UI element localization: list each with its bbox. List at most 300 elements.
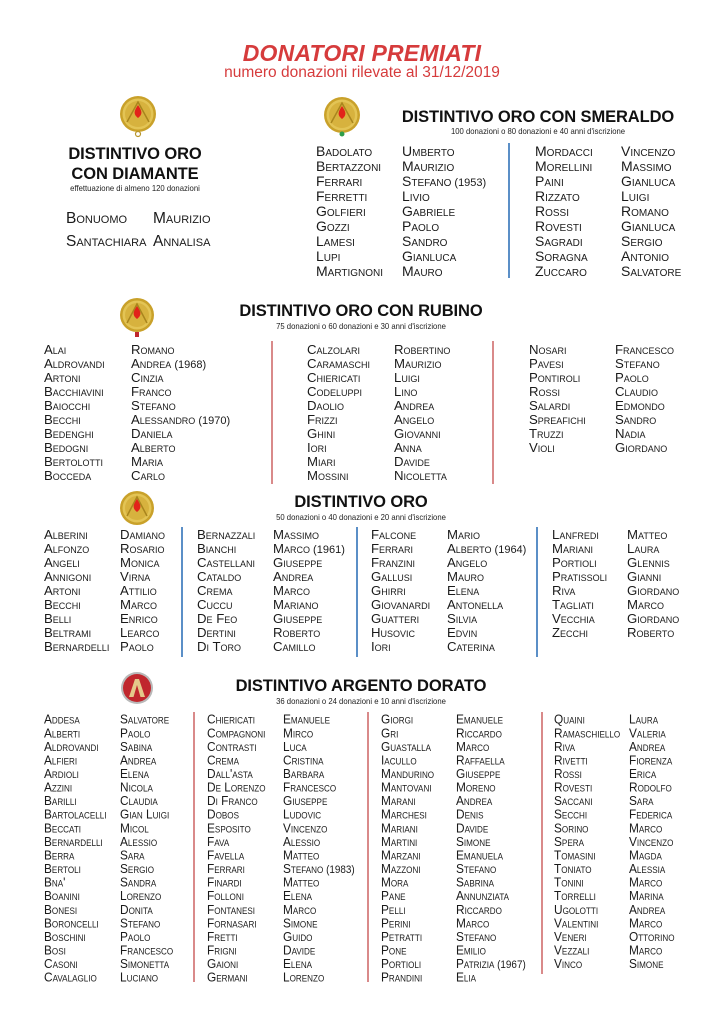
- rubino-surnames-col-2: [307, 343, 370, 483]
- surname: Petratti: [381, 929, 423, 944]
- surname: Frizzi: [307, 412, 338, 427]
- first-name: Maurizio: [402, 158, 455, 174]
- surname: Violi: [529, 440, 555, 455]
- first-name: Romano: [131, 342, 175, 357]
- surname: Bedogni: [44, 440, 89, 455]
- surname: Ferrari: [371, 541, 414, 556]
- surname: Mariani: [552, 541, 593, 556]
- first-name: Andrea: [394, 398, 435, 413]
- first-name: Sara: [629, 793, 654, 809]
- first-name: Valeria: [629, 725, 666, 741]
- first-name: Andrea (1968): [131, 356, 207, 371]
- surname: Portioli: [381, 956, 422, 972]
- section-subtitle-argento: 36 donazioni o 24 donazioni e 10 anni d'iscrizione: [276, 696, 446, 706]
- gold-badge-icon: [118, 490, 156, 526]
- first-name: Virna: [120, 569, 151, 584]
- oro-names-col-4: [627, 528, 679, 640]
- first-name: Ludovic: [283, 807, 322, 822]
- surname: Gaioni: [207, 956, 239, 972]
- surname: Crema: [197, 583, 233, 598]
- first-name: Giuseppe: [283, 793, 328, 809]
- first-name: Gianluca: [402, 248, 457, 264]
- first-name: Andrea: [120, 752, 157, 768]
- surname: Martignoni: [316, 263, 384, 279]
- section-title-oro: DISTINTIVO ORO: [294, 493, 428, 511]
- first-name: Marco: [629, 820, 663, 836]
- surname: Beccati: [44, 820, 82, 836]
- surname: Ghirri: [371, 583, 406, 598]
- surname: Aldrovandi: [44, 356, 105, 371]
- surname: Codeluppi: [307, 384, 363, 399]
- first-name: Caterina: [447, 639, 495, 654]
- first-name: Elena: [447, 583, 480, 598]
- first-name: Marco (1961): [273, 541, 345, 556]
- first-name: Emanuela: [456, 847, 504, 863]
- surname: Pelli: [381, 902, 406, 917]
- red-badge-a-icon: [120, 671, 154, 705]
- first-name: Marco: [629, 874, 663, 890]
- surname: Mazzoni: [381, 861, 421, 876]
- first-name: Erica: [629, 766, 657, 781]
- rubino-names-col-2: [394, 343, 450, 483]
- first-name: Roberto: [627, 625, 675, 640]
- year-annotation: (1961): [310, 544, 345, 556]
- surname: Bocceda: [44, 468, 92, 483]
- surname: Lupi: [316, 248, 341, 264]
- first-name: Salvatore: [120, 712, 170, 727]
- surname: Veneri: [554, 929, 587, 944]
- gold-badge-ruby-icon: [117, 296, 157, 340]
- first-name: Matteo: [283, 874, 320, 890]
- surname: Sagradi: [535, 233, 583, 249]
- surname: Fontanesi: [207, 902, 256, 917]
- first-name: Marina: [629, 888, 664, 904]
- surname: Bedenghi: [44, 426, 94, 441]
- first-name: Paolo: [120, 929, 151, 944]
- first-name: Livio: [402, 188, 430, 204]
- first-name: Stefano (1953): [402, 173, 487, 189]
- surname: Fava: [207, 834, 230, 849]
- section-subtitle-smeraldo: 100 donazioni o 80 donazioni e 40 anni d'iscrizione: [450, 126, 626, 136]
- surname: Franzini: [371, 555, 416, 570]
- surname: Cuccu: [197, 597, 233, 612]
- first-name: Laura: [627, 541, 660, 556]
- first-name: Vincenzo: [629, 834, 674, 849]
- argento-names-col-3: [456, 713, 526, 985]
- first-name: Daniela: [131, 426, 173, 441]
- year-annotation: (1953): [451, 177, 487, 189]
- first-name: Gian Luigi: [120, 807, 170, 822]
- surname: Belli: [44, 611, 72, 626]
- page-title: DONATORI PREMIATI: [242, 40, 482, 66]
- surname: Pratissoli: [552, 569, 608, 584]
- surname: Marani: [381, 793, 416, 809]
- first-name: Ottorino: [629, 929, 675, 944]
- first-name: Maria: [131, 454, 163, 469]
- surname: Compagnoni: [207, 725, 266, 741]
- surname: Mordacci: [535, 143, 593, 159]
- argento-surnames-col-3: [381, 713, 434, 985]
- first-name: Nadia: [615, 426, 646, 441]
- year-annotation: (1983): [323, 864, 355, 876]
- oro-surnames-col-3: [371, 528, 430, 654]
- gold-badge-emerald-icon: [322, 96, 364, 138]
- surname: Alfonzo: [44, 541, 90, 556]
- first-name: Gianluca: [621, 173, 676, 189]
- oro-names-col-1: [120, 528, 165, 654]
- first-name: Edmondo: [615, 398, 665, 413]
- surname: Bacchiavini: [44, 384, 104, 399]
- first-name: Gianluca: [621, 218, 676, 234]
- first-name: Mauro: [447, 569, 484, 584]
- surname: Lamesi: [316, 233, 355, 249]
- first-name: Claudia: [120, 793, 158, 809]
- first-name: Riccardo: [456, 725, 502, 741]
- first-name: Giuseppe: [273, 611, 323, 626]
- surname: Favella: [207, 847, 245, 863]
- first-name: Antonio: [621, 248, 670, 264]
- surname: Bernazzali: [197, 527, 256, 542]
- argento-names-col-4: [629, 713, 675, 971]
- surname: Germani: [207, 970, 248, 985]
- first-name: Giuseppe: [456, 766, 501, 781]
- section-title-rubino: DISTINTIVO ORO CON RUBINO: [239, 302, 483, 320]
- year-annotation: (1968): [171, 359, 207, 371]
- first-name: Cinzia: [131, 370, 164, 385]
- column-divider: [367, 712, 369, 982]
- oro-names-col-3: [447, 528, 526, 654]
- surname: Paini: [535, 173, 564, 189]
- first-name: Marco: [629, 942, 663, 958]
- surname: Pane: [381, 888, 406, 904]
- first-name: Elena: [283, 888, 313, 904]
- surname: Cavalaglio: [44, 970, 97, 985]
- first-name: Fiorenza: [629, 752, 673, 768]
- first-name: Simone: [629, 956, 664, 972]
- first-name: Davide: [456, 820, 489, 836]
- surname: Morellini: [535, 158, 593, 174]
- surname: Angeli: [44, 555, 80, 570]
- surname: Ghini: [307, 426, 336, 441]
- surname: Di Franco: [207, 793, 258, 809]
- surname: Bernardelli: [44, 834, 103, 849]
- surname: Alberini: [44, 527, 88, 542]
- first-name: Andrea: [629, 739, 666, 754]
- surname: Tomasini: [554, 847, 596, 863]
- first-name: Davide: [283, 942, 316, 958]
- surname: Marchesi: [381, 807, 427, 822]
- first-name: Paolo: [615, 370, 649, 385]
- first-name: Francesco: [615, 342, 675, 357]
- surname: Spera: [554, 834, 584, 849]
- first-name: Antonella: [447, 597, 504, 612]
- surname: Zuccaro: [535, 263, 587, 279]
- surname: Beltrami: [44, 625, 92, 640]
- surname: Bonuomo: [66, 210, 128, 227]
- surname: Addesa: [44, 712, 80, 727]
- first-name: Luigi: [621, 188, 650, 204]
- first-name: Francesco: [283, 779, 337, 795]
- first-name: Massimo: [621, 158, 672, 174]
- surname: De Lorenzo: [207, 779, 266, 795]
- first-name: Salvatore: [621, 263, 682, 279]
- surname: Gallusi: [371, 569, 413, 584]
- surname: Bna': [44, 874, 66, 890]
- argento-surnames-col-4: [554, 713, 620, 971]
- surname: Mariani: [381, 820, 418, 836]
- first-name: Annunziata: [456, 888, 510, 904]
- column-divider: [356, 527, 358, 657]
- first-name: Mario: [447, 527, 480, 542]
- first-name: Sandro: [402, 233, 448, 249]
- surname: Nosari: [529, 342, 567, 357]
- first-name: Stefano: [456, 861, 497, 876]
- surname: Chiericati: [307, 370, 361, 385]
- surname: Secchi: [554, 807, 588, 822]
- surname: Baiocchi: [44, 398, 91, 413]
- first-name: Mauro: [402, 263, 443, 279]
- first-name: Franco: [131, 384, 172, 399]
- diamante-surnames-column: [66, 207, 146, 253]
- section-title-line2: CON DIAMANTE: [71, 165, 199, 183]
- first-name: Luca: [283, 739, 307, 754]
- first-name: Simone: [283, 915, 318, 931]
- first-name: Sergio: [120, 861, 155, 876]
- surname: Alai: [44, 342, 67, 357]
- surname: Valentini: [554, 915, 599, 931]
- surname: Cataldo: [197, 569, 242, 584]
- first-name: Sandra: [120, 874, 157, 890]
- first-name: Robertino: [394, 342, 451, 357]
- first-name: Matteo: [627, 527, 668, 542]
- surname: Spreafichi: [529, 412, 586, 427]
- surname: Casoni: [44, 956, 78, 972]
- surname: Dertini: [197, 625, 236, 640]
- surname: Rossi: [529, 384, 561, 399]
- surname: Sorino: [554, 820, 589, 836]
- surname: Badolato: [316, 143, 373, 159]
- first-name: Emanuele: [283, 712, 331, 727]
- surname: Becchi: [44, 412, 81, 427]
- column-divider: [492, 341, 494, 484]
- column-divider: [193, 712, 195, 982]
- first-name: Sabina: [120, 739, 153, 754]
- section-title-smeraldo: DISTINTIVO ORO CON SMERALDO: [401, 108, 675, 126]
- surname: Ferrari: [316, 173, 363, 189]
- first-name: Andrea: [273, 569, 314, 584]
- first-name: Alberto: [131, 440, 176, 455]
- first-name: Lorenzo: [120, 888, 162, 904]
- diamante-names-column: [153, 207, 211, 253]
- page-subtitle: numero donazioni rilevate al 31/12/2019: [224, 64, 500, 81]
- first-name: Donita: [120, 902, 153, 917]
- surname: Santachiara: [66, 233, 147, 250]
- first-name: Sergio: [621, 233, 663, 249]
- first-name: Stefano: [120, 915, 161, 931]
- first-name: Marco: [629, 915, 663, 931]
- surname: Salardi: [529, 398, 571, 413]
- surname: Aldrovandi: [44, 739, 99, 754]
- first-name: Stefano: [131, 398, 176, 413]
- surname: Bernardelli: [44, 639, 110, 654]
- first-name: Maurizio: [153, 210, 211, 227]
- surname: Mora: [381, 874, 409, 890]
- surname: Calzolari: [307, 342, 361, 357]
- first-name: Glennis: [627, 555, 670, 570]
- column-divider: [541, 712, 543, 974]
- surname: Mantovani: [381, 779, 432, 795]
- column-divider: [181, 527, 183, 657]
- first-name: Mariano: [273, 597, 319, 612]
- first-name: Marco: [456, 739, 490, 754]
- surname: Boroncelli: [44, 915, 99, 931]
- first-name: Andrea: [629, 902, 666, 917]
- first-name: Vincenzo: [621, 143, 676, 159]
- first-name: Giordano: [615, 440, 668, 455]
- surname: Giorgi: [381, 712, 414, 727]
- first-name: Anna: [394, 440, 422, 455]
- surname: Iori: [307, 440, 327, 455]
- argento-surnames-col-1: [44, 713, 107, 985]
- first-name: Vincenzo: [283, 820, 328, 836]
- first-name: Alessandro (1970): [131, 412, 231, 427]
- first-name: Giovanni: [394, 426, 441, 441]
- surname: Lanfredi: [552, 527, 599, 542]
- surname: Bianchi: [197, 541, 237, 556]
- first-name: Micol: [120, 820, 149, 836]
- first-name: Moreno: [456, 779, 496, 795]
- surname: Daolio: [307, 398, 345, 413]
- first-name: Gabriele: [402, 203, 456, 219]
- surname: Annigoni: [44, 569, 92, 584]
- first-name: Massimo: [273, 527, 319, 542]
- first-name: Sandro: [615, 412, 657, 427]
- oro-surnames-col-1: [44, 528, 109, 654]
- section-subtitle-oro: 50 donazioni o 40 donazioni e 20 anni d'iscrizione: [276, 512, 446, 522]
- surname: Di Toro: [197, 639, 242, 654]
- argento-names-col-1: [120, 713, 173, 985]
- surname: Tagliati: [552, 597, 594, 612]
- surname: Contrasti: [207, 739, 257, 754]
- first-name: Elena: [120, 766, 150, 781]
- first-name: Paolo: [402, 218, 440, 234]
- first-name: Claudio: [615, 384, 659, 399]
- first-name: Alberto (1964): [447, 541, 527, 556]
- argento-names-col-2: [283, 713, 355, 985]
- first-name: Sabrina: [456, 874, 495, 890]
- first-name: Marco: [283, 902, 317, 917]
- first-name: Maurizio: [394, 356, 442, 371]
- first-name: Luigi: [394, 370, 420, 385]
- surname: Mandurino: [381, 766, 435, 781]
- first-name: Elena: [283, 956, 313, 972]
- surname: Esposito: [207, 820, 251, 836]
- surname: Alberti: [44, 725, 81, 741]
- first-name: Alessio: [283, 834, 321, 849]
- surname: Rossi: [535, 203, 570, 219]
- oro-surnames-col-2: [197, 528, 255, 654]
- year-annotation: (1967): [494, 959, 526, 972]
- surname: Becchi: [44, 597, 81, 612]
- column-divider: [536, 527, 538, 657]
- surname: Ferrari: [207, 861, 245, 876]
- first-name: Andrea: [456, 793, 493, 809]
- first-name: Damiano: [120, 527, 166, 542]
- smeraldo-names-col-1: [402, 144, 486, 279]
- smeraldo-surnames-col-2: [535, 144, 593, 279]
- first-name: Barbara: [283, 766, 325, 781]
- surname: Marzani: [381, 847, 421, 863]
- first-name: Stefano (1983): [283, 861, 355, 876]
- first-name: Alessia: [629, 861, 666, 876]
- surname: Pone: [381, 942, 407, 958]
- section-subtitle-diamante: effettuazione di almeno 120 donazioni: [70, 183, 200, 193]
- surname: Pavesi: [529, 356, 564, 371]
- surname: Pontiroli: [529, 370, 581, 385]
- surname: Ardioli: [44, 766, 79, 781]
- first-name: Simonetta: [120, 956, 170, 972]
- first-name: Luciano: [120, 970, 159, 985]
- surname: Rovesti: [535, 218, 582, 234]
- first-name: Roberto: [273, 625, 321, 640]
- first-name: Davide: [394, 454, 430, 469]
- first-name: Edvin: [447, 625, 478, 640]
- section-title-diamante: [40, 144, 230, 184]
- first-name: Enrico: [120, 611, 158, 626]
- surname: Tonini: [554, 874, 584, 890]
- column-divider: [508, 143, 510, 278]
- oro-names-col-2: [273, 528, 345, 654]
- first-name: Mirco: [283, 725, 314, 741]
- smeraldo-names-col-2: [621, 144, 681, 279]
- surname: Boschini: [44, 929, 86, 944]
- first-name: Carlo: [131, 468, 166, 483]
- first-name: Patrizia (1967): [456, 956, 526, 972]
- surname: Berra: [44, 847, 75, 863]
- surname: Iori: [371, 639, 391, 654]
- surname: Riva: [554, 739, 576, 754]
- first-name: Raffaella: [456, 752, 505, 768]
- first-name: Federica: [629, 807, 673, 822]
- surname: Falcone: [371, 527, 417, 542]
- section-subtitle-rubino: 75 donazioni o 60 donazioni e 30 anni d'iscrizione: [276, 321, 446, 331]
- first-name: Giordano: [627, 611, 680, 626]
- column-divider: [271, 341, 273, 484]
- surname: Zecchi: [552, 625, 589, 640]
- surname: Truzzi: [529, 426, 564, 441]
- first-name: Rodolfo: [629, 779, 672, 795]
- first-name: Cristina: [283, 752, 324, 768]
- first-name: Romano: [621, 203, 669, 219]
- section-title-line1: DISTINTIVO ORO: [68, 145, 202, 163]
- surname: Finardi: [207, 874, 242, 890]
- surname: Riva: [552, 583, 576, 598]
- first-name: Magda: [629, 847, 662, 863]
- first-name: Camillo: [273, 639, 316, 654]
- first-name: Angelo: [394, 412, 435, 427]
- surname: Fornasari: [207, 915, 257, 931]
- surname: Azzini: [44, 779, 73, 795]
- surname: Toniato: [554, 861, 592, 876]
- surname: Gozzi: [316, 218, 350, 234]
- surname: Dobos: [207, 807, 239, 822]
- surname: Rivetti: [554, 752, 588, 768]
- surname: Rovesti: [554, 779, 593, 795]
- first-name: Paolo: [120, 639, 154, 654]
- surname: Vezzali: [554, 942, 590, 958]
- surname: Quaini: [554, 712, 585, 727]
- surname: Bertoli: [44, 861, 81, 876]
